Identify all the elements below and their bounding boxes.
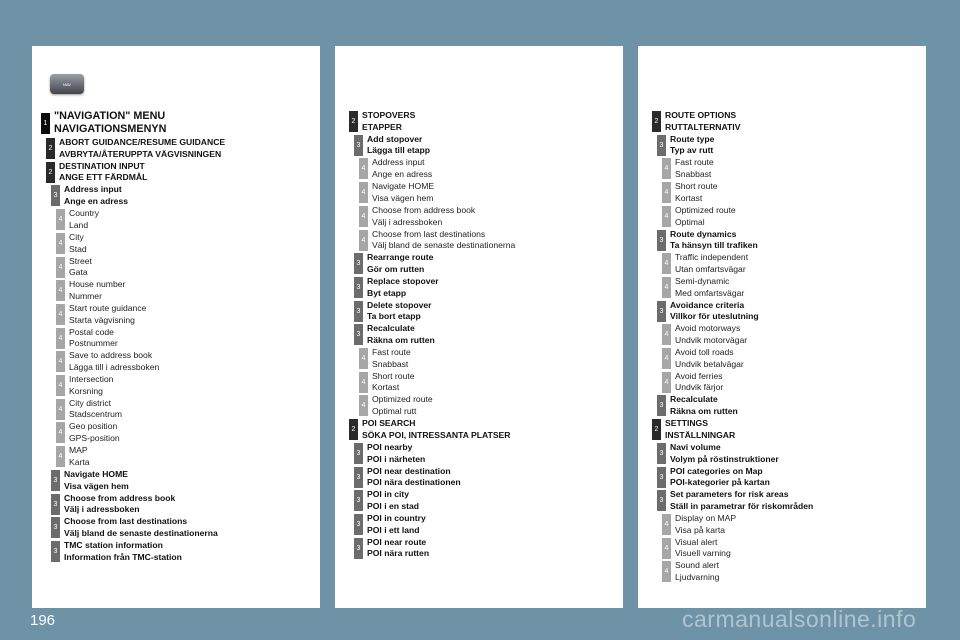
label-swedish: AVBRYTA/ÅTERUPPTA VÄGVISNINGEN xyxy=(59,148,222,159)
label-english: Address input xyxy=(64,184,122,195)
label-swedish: Byt etapp xyxy=(367,287,407,298)
level-badge: 3 xyxy=(657,301,666,322)
menu-item-label xyxy=(59,161,147,185)
label-swedish: Volym på röstinstruktioner xyxy=(670,453,779,464)
level-badge: 4 xyxy=(359,206,368,227)
menu-item-label xyxy=(670,489,813,513)
label-english: Short route xyxy=(372,370,415,381)
label-english: Navigate HOME xyxy=(64,468,128,479)
label-english: Recalculate xyxy=(367,323,415,334)
menu-item-label xyxy=(670,300,759,324)
level-badge: 3 xyxy=(657,443,666,464)
menu-row xyxy=(638,371,926,395)
page-number: 196 xyxy=(30,612,56,629)
level-badge: 3 xyxy=(51,517,60,538)
level-badge: 4 xyxy=(662,182,671,203)
label-english: DESTINATION INPUT xyxy=(59,160,145,171)
label-english: Choose from address book xyxy=(64,492,176,503)
label-swedish: Gata xyxy=(69,267,88,278)
label-swedish: Gör om rutten xyxy=(367,263,425,274)
menu-item-label xyxy=(367,134,430,158)
level-badge: 4 xyxy=(56,422,65,443)
menu-item-label xyxy=(64,184,128,208)
menu-item-label xyxy=(675,513,736,537)
level-badge: 4 xyxy=(662,348,671,369)
label-english: POI near destination xyxy=(367,465,451,476)
menu-item-label xyxy=(665,418,735,442)
label-swedish: POI-kategorier på kartan xyxy=(670,477,770,488)
menu-row xyxy=(32,110,320,137)
label-swedish: Land xyxy=(69,219,89,230)
menu-row xyxy=(32,469,320,493)
menu-item-label xyxy=(675,276,744,300)
level-badge: 4 xyxy=(56,233,65,254)
level-badge: 3 xyxy=(51,470,60,491)
menu-row xyxy=(335,134,623,158)
label-english: POI nearby xyxy=(367,441,413,452)
label-english: POI in city xyxy=(367,489,410,500)
menu-item-label xyxy=(670,442,779,466)
label-swedish: POI i en stad xyxy=(367,500,420,511)
label-swedish: Med omfartsvägar xyxy=(675,287,745,298)
level-badge: 2 xyxy=(349,419,358,440)
level-badge: 3 xyxy=(354,135,363,156)
menu-row xyxy=(32,208,320,232)
menu-row xyxy=(32,279,320,303)
menu-item-label xyxy=(670,394,738,418)
label-english: Route type xyxy=(670,133,715,144)
menu-item-label xyxy=(64,540,182,564)
watermark: carmanualsonline.info xyxy=(682,606,917,632)
label-english: City xyxy=(69,231,84,242)
menu-row xyxy=(32,398,320,422)
label-swedish: ETAPPER xyxy=(362,121,402,132)
menu-row xyxy=(638,323,926,347)
menu-item-label xyxy=(69,256,92,280)
menu-item-label xyxy=(367,442,425,466)
level-badge: 4 xyxy=(56,399,65,420)
level-badge: 3 xyxy=(657,230,666,251)
label-english: Semi-dynamic xyxy=(675,275,730,286)
menu-item-label xyxy=(69,279,125,303)
label-english: Avoid ferries xyxy=(675,370,723,381)
menu-item-label xyxy=(69,303,146,327)
menu-item-label xyxy=(64,516,218,540)
menu-row xyxy=(335,442,623,466)
menu-item-label xyxy=(675,252,748,276)
label-swedish: Visa på karta xyxy=(675,524,726,535)
level-badge: 4 xyxy=(56,446,65,467)
label-english: Avoidance criteria xyxy=(670,299,745,310)
menu-row xyxy=(638,110,926,134)
menu-item-label xyxy=(69,327,118,351)
level-badge: 4 xyxy=(56,304,65,325)
menu-row xyxy=(638,394,926,418)
label-swedish: Välj i adressboken xyxy=(372,216,443,227)
menu-row xyxy=(638,229,926,253)
menu-row xyxy=(32,516,320,540)
menu-row xyxy=(335,205,623,229)
menu-row xyxy=(335,252,623,276)
menu-row xyxy=(335,157,623,181)
level-badge: 4 xyxy=(56,375,65,396)
menu-item-label xyxy=(367,276,439,300)
menu-item-label xyxy=(675,560,719,584)
menu-item-label xyxy=(69,350,159,374)
level-badge: 4 xyxy=(662,253,671,274)
label-swedish: Karta xyxy=(69,456,90,467)
level-badge: 3 xyxy=(354,538,363,559)
label-english: "NAVIGATION" MENU xyxy=(54,110,166,122)
menu-row xyxy=(638,347,926,371)
menu-row xyxy=(335,371,623,395)
level-badge: 3 xyxy=(657,467,666,488)
level-badge: 3 xyxy=(354,490,363,511)
menu-row xyxy=(638,560,926,584)
menu-row xyxy=(638,489,926,513)
label-english: ROUTE OPTIONS xyxy=(665,110,737,120)
level-badge: 4 xyxy=(662,561,671,582)
label-english: Short route xyxy=(675,181,718,192)
label-english: City district xyxy=(69,397,112,408)
level-badge: 4 xyxy=(662,324,671,345)
menu-row xyxy=(32,374,320,398)
level-badge: 4 xyxy=(662,277,671,298)
menu-row xyxy=(32,445,320,469)
level-badge: 3 xyxy=(657,395,666,416)
level-badge: 4 xyxy=(359,158,368,179)
label-english: Navi volume xyxy=(670,441,721,452)
menu-item-label xyxy=(69,445,90,469)
label-swedish: Välj bland de senaste destinationerna xyxy=(64,527,218,538)
menu-row xyxy=(335,466,623,490)
label-english: Sound alert xyxy=(675,560,719,571)
menu-item-label xyxy=(675,157,714,181)
label-swedish: Typ av rutt xyxy=(670,145,714,156)
level-badge: 3 xyxy=(354,253,363,274)
menu-panel-2 xyxy=(335,46,623,608)
menu-row xyxy=(335,394,623,418)
level-badge: 4 xyxy=(662,206,671,227)
menu-row xyxy=(32,493,320,517)
label-swedish: POI nära destinationen xyxy=(367,477,461,488)
level-badge: 4 xyxy=(359,348,368,369)
label-swedish: Ta hänsyn till trafiken xyxy=(670,240,758,251)
menu-item-label xyxy=(367,466,461,490)
level-badge: 4 xyxy=(662,514,671,535)
label-swedish: Räkna om rutten xyxy=(670,406,738,417)
label-swedish: Nummer xyxy=(69,290,102,301)
level-badge: 3 xyxy=(657,135,666,156)
label-swedish: POI i ett land xyxy=(367,524,420,535)
level-badge: 2 xyxy=(349,111,358,132)
label-english: MAP xyxy=(69,445,88,456)
menu-item-label xyxy=(64,469,129,493)
label-swedish: Starta vägvisning xyxy=(69,314,135,325)
nav-button-icon: NAV xyxy=(50,74,84,94)
level-badge: 4 xyxy=(662,372,671,393)
label-swedish: ANGE ETT FÄRDMÅL xyxy=(59,172,148,183)
label-swedish: GPS-position xyxy=(69,433,120,444)
menu-item-label xyxy=(69,374,113,398)
label-english: Rearrange route xyxy=(367,252,434,263)
menu-row xyxy=(335,181,623,205)
level-badge: 4 xyxy=(56,280,65,301)
level-badge: 4 xyxy=(662,538,671,559)
menu-row xyxy=(32,327,320,351)
menu-row xyxy=(32,161,320,185)
menu-row xyxy=(638,442,926,466)
level-badge: 3 xyxy=(657,490,666,511)
menu-item-label xyxy=(362,418,511,442)
label-swedish: Ange en adress xyxy=(64,196,128,207)
label-english: Avoid toll roads xyxy=(675,347,734,357)
label-swedish: Optimal xyxy=(675,216,705,227)
menu-item-label xyxy=(372,205,475,229)
menu-row xyxy=(335,110,623,134)
label-swedish: Ställ in parametrar för riskområden xyxy=(670,500,814,511)
label-swedish: Kortast xyxy=(675,192,703,203)
level-badge: 3 xyxy=(51,185,60,206)
menu-row xyxy=(335,347,623,371)
label-swedish: Kortast xyxy=(372,382,400,393)
menu-row xyxy=(638,205,926,229)
level-badge: 4 xyxy=(56,328,65,349)
menu-item-label xyxy=(675,181,718,205)
menu-item-label xyxy=(367,489,419,513)
level-badge: 2 xyxy=(46,162,55,183)
menu-item-label xyxy=(69,421,120,445)
label-english: Add stopover xyxy=(367,133,423,144)
label-swedish: Visa vägen hem xyxy=(372,192,434,203)
menu-item-label xyxy=(665,110,740,134)
label-swedish: Villkor för uteslutning xyxy=(670,311,759,322)
level-badge: 4 xyxy=(359,372,368,393)
menu-item-label xyxy=(367,252,433,276)
label-english: Delete stopover xyxy=(367,299,432,310)
label-english: POI categories on Map xyxy=(670,465,763,476)
label-swedish: Stadscentrum xyxy=(69,409,123,420)
menu-row xyxy=(32,540,320,564)
label-swedish: Undvik färjor xyxy=(675,382,724,393)
menu-panel-1 xyxy=(32,46,320,608)
label-swedish: SÖKA POI, INTRESSANTA PLATSER xyxy=(362,429,511,440)
label-swedish: Utan omfartsvägar xyxy=(675,263,746,274)
label-english: POI near route xyxy=(367,536,427,547)
label-swedish: Optimal rutt xyxy=(372,406,417,417)
label-swedish: Korsning xyxy=(69,385,103,396)
level-badge: 2 xyxy=(652,111,661,132)
label-english: House number xyxy=(69,279,126,290)
label-english: Route dynamics xyxy=(670,228,737,239)
label-swedish: RUTTALTERNATIV xyxy=(665,121,741,132)
label-swedish: Postnummer xyxy=(69,338,118,349)
level-badge: 3 xyxy=(354,514,363,535)
level-badge: 4 xyxy=(56,257,65,278)
label-english: Optimized route xyxy=(675,204,736,215)
label-swedish: Lägga till i adressboken xyxy=(69,362,160,373)
menu-item-label xyxy=(675,323,747,347)
label-english: Geo position xyxy=(69,421,118,432)
level-badge: 4 xyxy=(359,230,368,251)
menu-item-label xyxy=(367,537,429,561)
menu-row xyxy=(335,229,623,253)
menu-item-label xyxy=(675,537,731,561)
level-badge: 4 xyxy=(359,395,368,416)
level-badge: 4 xyxy=(56,209,65,230)
label-swedish: Välj bland de senaste destinationerna xyxy=(372,240,516,251)
level-badge: 3 xyxy=(354,277,363,298)
label-english: Intersection xyxy=(69,374,114,384)
menu-item-label xyxy=(372,371,415,395)
level-badge: 4 xyxy=(662,158,671,179)
menu-item-label xyxy=(64,493,175,517)
menu-row xyxy=(638,157,926,181)
menu-item-label xyxy=(59,137,225,161)
label-english: Replace stopover xyxy=(367,275,439,286)
label-english: Save to address book xyxy=(69,350,153,361)
label-swedish: Välj i adressboken xyxy=(64,504,140,515)
label-swedish: Ange en adress xyxy=(372,169,433,180)
label-swedish: Snabbast xyxy=(372,358,409,369)
level-badge: 1 xyxy=(41,113,50,134)
label-swedish: INSTÄLLNINGAR xyxy=(665,429,736,440)
menu-row xyxy=(335,300,623,324)
label-english: Choose from last destinations xyxy=(64,516,188,527)
menu-item-label xyxy=(69,398,122,422)
menu-item-label xyxy=(675,205,736,229)
menu-item-label xyxy=(675,347,744,371)
label-english: Visual alert xyxy=(675,536,718,547)
menu-item-label xyxy=(670,229,758,253)
label-english: Fast route xyxy=(675,157,714,168)
menu-row xyxy=(638,466,926,490)
level-badge: 2 xyxy=(652,419,661,440)
label-swedish: Visuell varning xyxy=(675,548,731,559)
label-english: SETTINGS xyxy=(665,418,708,429)
menu-row xyxy=(638,300,926,324)
level-badge: 3 xyxy=(354,443,363,464)
menu-item-label xyxy=(670,466,770,490)
label-swedish: Ta bort etapp xyxy=(367,311,421,322)
label-swedish: Visa vägen hem xyxy=(64,480,129,491)
label-english: POI SEARCH xyxy=(362,418,416,429)
level-badge: 2 xyxy=(46,138,55,159)
label-english: Navigate HOME xyxy=(372,181,435,192)
label-english: ABORT GUIDANCE/RESUME GUIDANCE xyxy=(59,137,226,147)
label-swedish: POI i närheten xyxy=(367,453,426,464)
menu-row xyxy=(32,137,320,161)
menu-item-label xyxy=(69,232,87,256)
label-english: POI in country xyxy=(367,512,426,523)
menu-row xyxy=(638,276,926,300)
level-badge: 3 xyxy=(354,467,363,488)
label-english: STOPOVERS xyxy=(362,110,416,120)
label-english: Address input xyxy=(372,157,425,168)
label-swedish: Undvik motorvägar xyxy=(675,335,748,346)
menu-item-label xyxy=(362,110,415,134)
menu-item-label xyxy=(367,300,431,324)
menu-row xyxy=(638,513,926,537)
label-english: Traffic independent xyxy=(675,252,749,263)
menu-item-label xyxy=(670,134,714,158)
label-swedish: Räkna om rutten xyxy=(367,335,435,346)
menu-row xyxy=(32,256,320,280)
label-english: Optimized route xyxy=(372,394,433,405)
level-badge: 3 xyxy=(51,541,60,562)
menu-row xyxy=(638,418,926,442)
label-swedish: Snabbast xyxy=(675,169,712,180)
menu-item-label xyxy=(367,513,426,537)
menu-row xyxy=(638,537,926,561)
label-swedish: Undvik betalvägar xyxy=(675,358,744,369)
menu-row xyxy=(32,232,320,256)
menu-item-label xyxy=(372,157,432,181)
level-badge: 4 xyxy=(359,182,368,203)
level-badge: 3 xyxy=(354,324,363,345)
menu-item-label xyxy=(372,394,433,418)
label-english: Display on MAP xyxy=(675,512,737,523)
label-english: Set parameters for risk areas xyxy=(670,489,789,500)
menu-row xyxy=(335,323,623,347)
label-english: Recalculate xyxy=(670,394,718,405)
menu-item-label xyxy=(54,110,166,135)
menu-row xyxy=(335,537,623,561)
label-english: TMC station information xyxy=(64,539,163,550)
label-english: Avoid motorways xyxy=(675,323,741,334)
menu-row xyxy=(335,276,623,300)
label-english: Choose from address book xyxy=(372,204,476,215)
menu-panel-3 xyxy=(638,46,926,608)
label-english: Country xyxy=(69,208,100,219)
level-badge: 3 xyxy=(51,494,60,515)
label-english: Postal code xyxy=(69,326,114,337)
label-swedish: POI nära rutten xyxy=(367,548,430,559)
menu-row xyxy=(335,418,623,442)
menu-row xyxy=(32,350,320,374)
menu-row xyxy=(335,489,623,513)
menu-row xyxy=(638,134,926,158)
menu-item-label xyxy=(367,323,435,347)
menu-row xyxy=(32,421,320,445)
menu-row xyxy=(638,252,926,276)
menu-item-label xyxy=(372,229,515,253)
label-english: Start route guidance xyxy=(69,302,147,313)
label-english: Street xyxy=(69,255,92,266)
menu-item-label xyxy=(69,208,99,232)
label-swedish: Information från TMC-station xyxy=(64,551,182,562)
menu-row xyxy=(638,181,926,205)
menu-row xyxy=(335,513,623,537)
menu-item-label xyxy=(372,181,434,205)
label-swedish: Stad xyxy=(69,243,87,254)
label-swedish: Ljudvarning xyxy=(675,572,720,583)
menu-item-label xyxy=(675,371,723,395)
menu-row xyxy=(32,184,320,208)
menu-item-label xyxy=(372,347,411,371)
level-badge: 4 xyxy=(56,351,65,372)
menu-row xyxy=(32,303,320,327)
label-english: Fast route xyxy=(372,347,411,357)
level-badge: 3 xyxy=(354,301,363,322)
label-english: Choose from last destinations xyxy=(372,228,486,239)
label-swedish: NAVIGATIONSMENYN xyxy=(54,122,167,135)
label-swedish: Lägga till etapp xyxy=(367,145,431,156)
